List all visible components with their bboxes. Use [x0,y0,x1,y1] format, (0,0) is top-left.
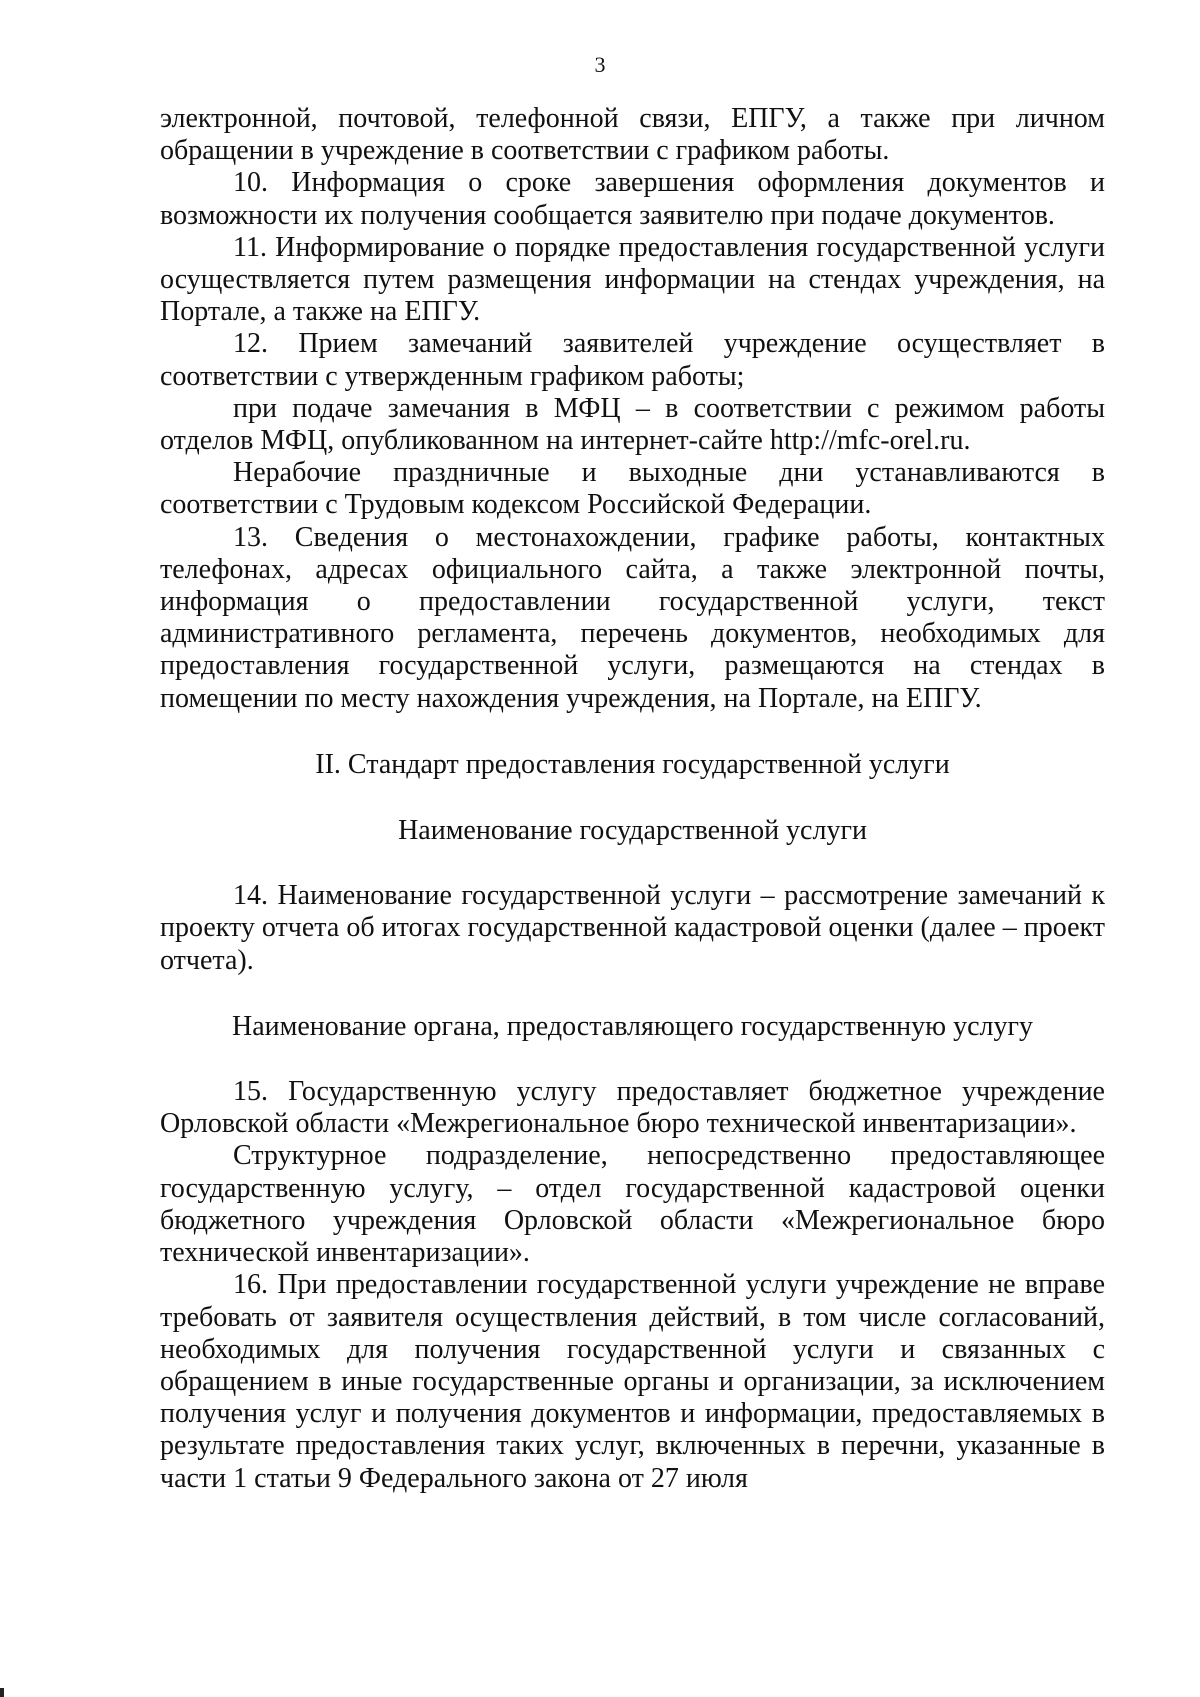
paragraph-13: 13. Сведения о местонахождении, графике работы, контактных телефонах, адресах официального сайта, а также электронной почты, информация о предоставлении государственной услуги, текст административного регламента, перечень документов, необходимых для предоставления государственной услуги, размещаются на стендах в помещении по месту нахождения учреждения, на Портале, на ЕПГУ. [160,521,1105,714]
page-number: 3 [594,52,606,77]
paragraph-continued: электронной, почтовой, телефонной связи, ЕПГУ, а также при личном обращении в учреждение в соответствии с графиком работы. [160,103,1105,167]
heading-service-name: Наименование государственной услуги [398,815,867,847]
paragraph-12-holidays: Нерабочие праздничные и выходные дни устанавливаются в соответствии с Трудовым кодексом Российской Федерации. [160,457,1105,521]
document-body [160,103,1105,1495]
section-title: II. Стандарт предоставления государственной услуги [315,748,950,780]
paragraph-14: 14. Наименование государственной услуги – рассмотрение замечаний к проекту отчета об итогах государственной кадастровой оценки (далее – проект отчета). [160,880,1105,976]
paragraph-11: 11. Информирование о порядке предоставления государственной услуги осуществляется путем размещения информации на стендах учреждения, на Портале, а также на ЕПГУ. [160,231,1105,328]
scan-edge-mark [0,1688,4,1697]
paragraph-15-unit: Структурное подразделение, непосредственно предоставляющее государственную услугу, – отдел государственной кадастровой оценки бюджетного учреждения Орловской области «Межрегиональное бюро технической инвентаризации». [160,1140,1105,1269]
paragraph-12: 12. Прием замечаний заявителей учреждение осуществляет в соответствии с утвержденным графиком работы; [160,328,1105,392]
paragraph-10: 10. Информация о сроке завершения оформления документов и возможности их получения сообщается заявителю при подаче документов. [160,167,1105,231]
paragraph-12-mfc: при подаче замечания в МФЦ – в соответствии с режимом работы отделов МФЦ, опубликованном на интернет-сайте http://mfc-orel.ru. [160,392,1105,457]
paragraph-16: 16. При предоставлении государственной услуги учреждение не вправе требовать от заявителя осуществления действий, в том числе согласований, необходимых для получения государственной услуги и связанных с обращением в иные государственные органы и организации, за исключением получения услуг и получения документов и информации, предоставляемых в результате предоставления таких услуг, включенных в перечни, указанные в части 1 статьи 9 Федерального закона от 27 июля [160,1269,1105,1494]
paragraph-15: 15. Государственную услугу предоставляет бюджетное учреждение Орловской области «Межрегиональное бюро технической инвентаризации». [160,1076,1105,1140]
heading-body-name: Наименование органа, предоставляющего государственную услугу [232,1010,1033,1042]
